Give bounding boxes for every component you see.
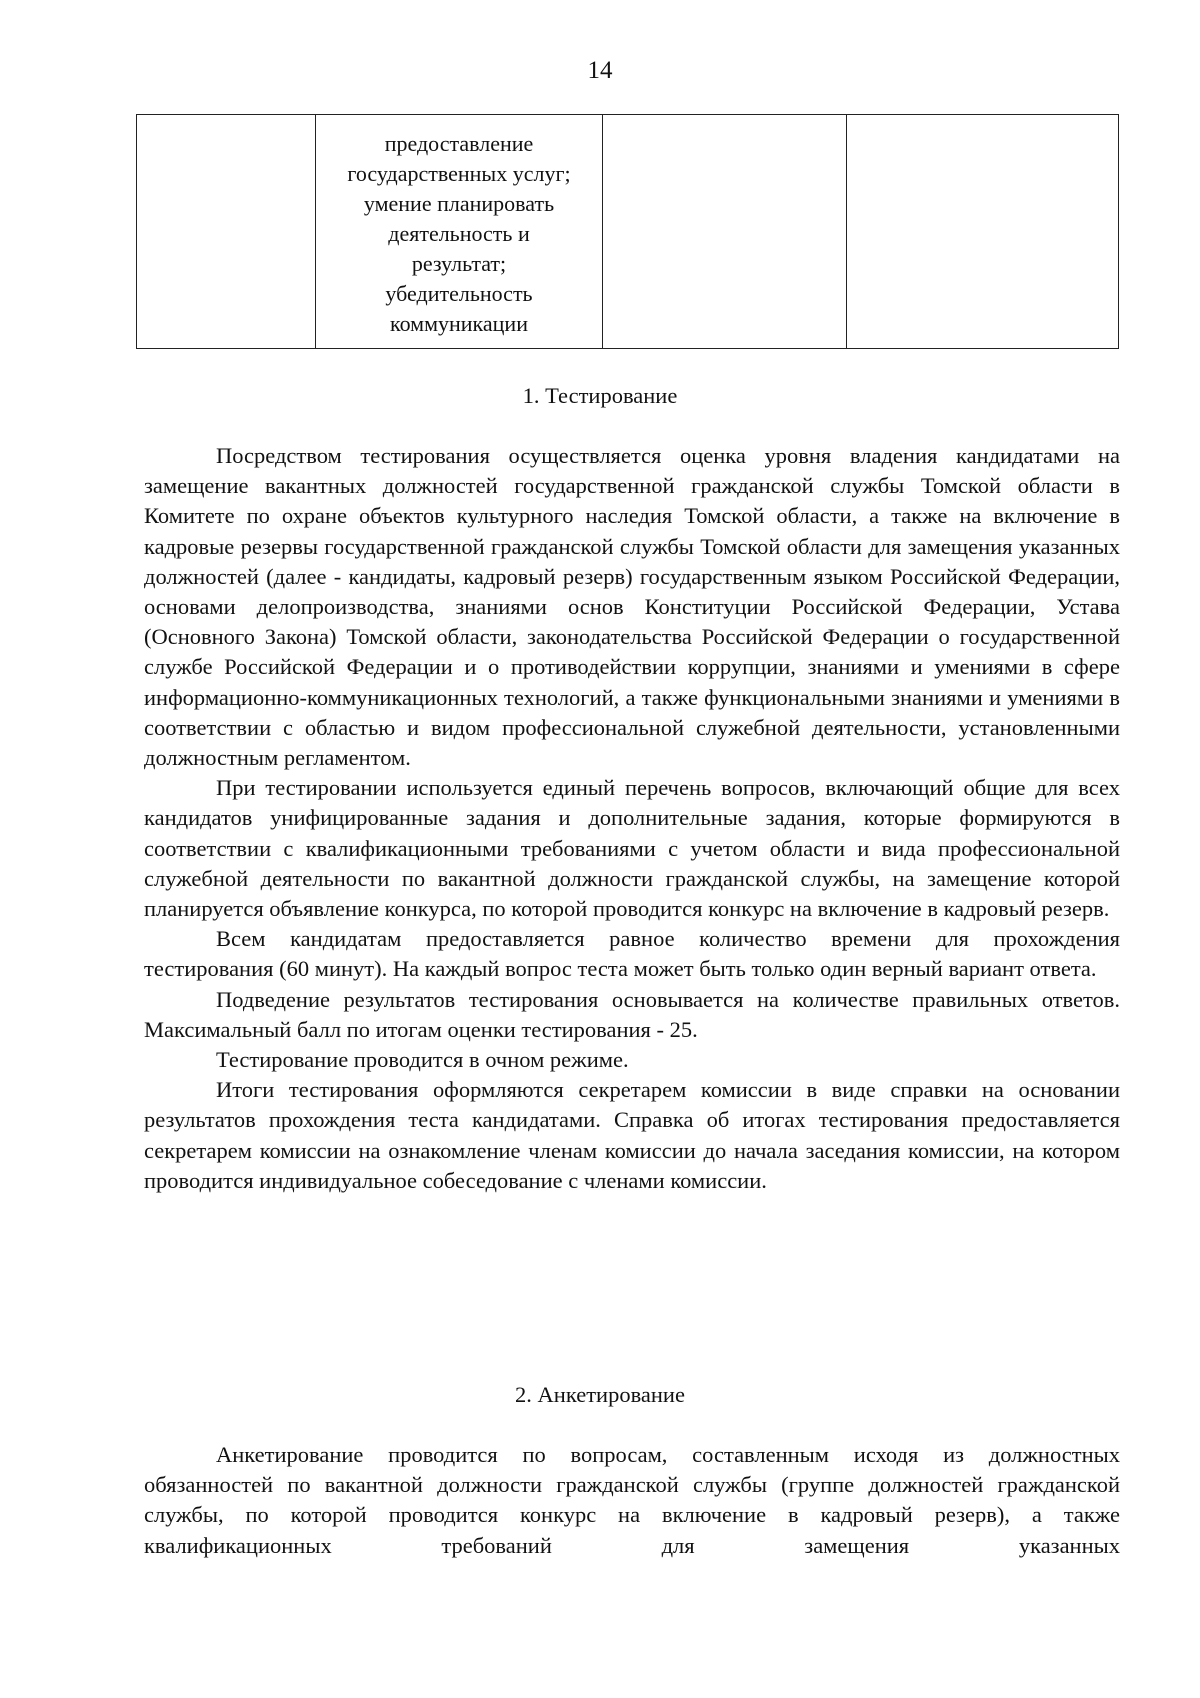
section-body-questionnaire [144,1440,1120,1561]
section-heading-testing: 1. Тестирование [522,383,678,408]
cell-line: умение планировать [363,191,555,216]
cell-line: государственных услуг; [347,161,571,186]
section-body-testing [144,441,1120,1196]
paragraph: Анкетирование проводится по вопросам, составленным исходя из должностных обязанностей по вакантной должности гражданской службы (группе должностей гражданской службы, по которой проводится конкурс на включение в кадровый резерв), а также квалификационных требований для замещения указанных [144,1442,1120,1558]
table-cell [316,115,603,349]
paragraph: Подведение результатов тестирования основывается на количестве правильных ответов. Максимальный балл по итогам оценки тестирования - 25. [144,986,1120,1042]
table-cell [137,115,316,349]
page-number: 14 [587,57,613,84]
paragraph: При тестировании используется единый перечень вопросов, включающий общие для всех кандидатов унифицированные задания и дополнительные задания, которые формируются в соответствии с квалификационными требованиями с учетом области и вида профессиональной служебной деятельности по вакантной должности гражданской службы, на замещение которой планируется объявление конкурса, по которой проводится конкурс на включение в кадровый резерв. [144,775,1120,922]
cell-line: деятельность и [388,221,530,246]
paragraph: Всем кандидатам предоставляется равное количество времени для прохождения тестирования (60 минут). На каждый вопрос теста может быть только один верный вариант ответа. [144,926,1120,982]
cell-text-block [316,115,602,339]
paragraph: Посредством тестирования осуществляется оценка уровня владения кандидатами на замещение вакантных должностей государственной гражданской службы Томской области в Комитете по охране объектов культурного наследия Томской области, а также на включение в кадровые резервы государственной гражданской службы Томской области для замещения указанных должностей (далее - кандидаты, кадровый резерв) государственным языком Российской Федерации, основами делопроизводства, знаниями основ Конституции Российской Федерации, Устава (Основного Закона) Томской области, законодательства Российской Федерации о государственной службе Российской Федерации и о противодействии коррупции, знаниями и умениями в сфере информационно-коммуникационных технологий, а также функциональными знаниями и умениями в соответствии с областью и видом профессиональной служебной деятельности, установленными должностным регламентом. [144,443,1120,771]
table-row [137,115,1119,349]
cell-line: предоставление [384,131,534,156]
section-heading-questionnaire: 2. Анкетирование [515,1382,685,1407]
cell-line: убедительность [385,281,533,306]
cell-line: коммуникации [390,311,528,336]
table-cell [847,115,1119,349]
paragraph: Итоги тестирования оформляются секретарем комиссии в виде справки на основании результатов прохождения теста кандидатами. Справка об итогах тестирования предоставляется секретарем комиссии на ознакомление членам комиссии до начала заседания комиссии, на котором проводится индивидуальное собеседование с членами комиссии. [144,1077,1120,1193]
qualification-table [136,114,1119,349]
cell-line: результат; [411,251,507,276]
table-cell [603,115,847,349]
paragraph: Тестирование проводится в очном режиме. [216,1047,629,1073]
